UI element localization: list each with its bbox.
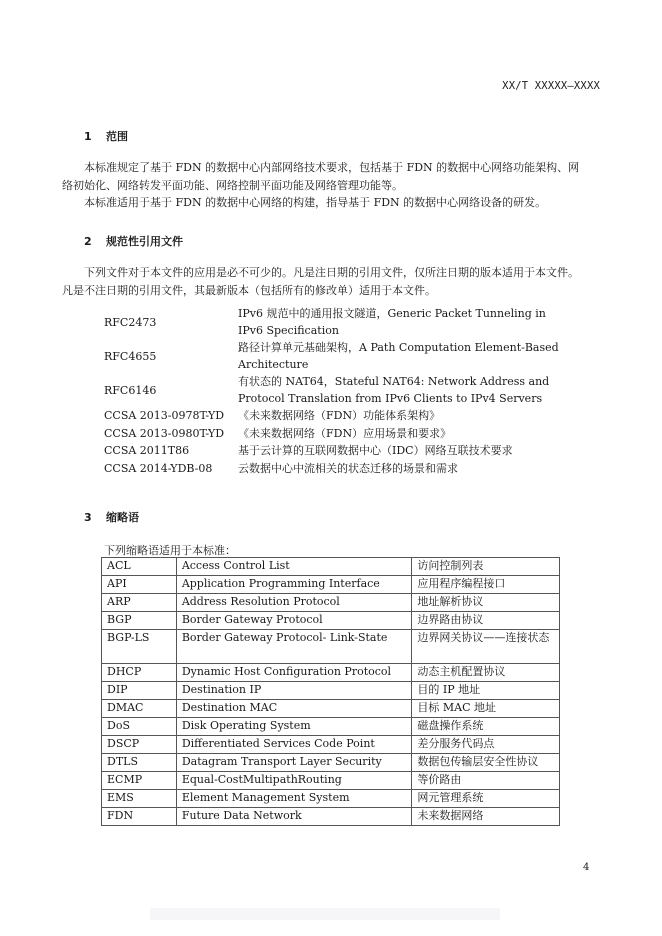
chinese-cell: 磁盘操作系统 xyxy=(412,718,560,736)
abbr-cell: ARP xyxy=(102,594,177,612)
english-cell: Destination MAC xyxy=(176,700,412,718)
table-row xyxy=(102,754,560,772)
chinese-cell: 网元管理系统 xyxy=(412,790,560,808)
section-heading-scope xyxy=(62,128,128,144)
reference-item xyxy=(104,339,604,373)
english-cell: Datagram Transport Layer Security xyxy=(176,754,412,772)
reference-title: 路径计算单元基础架构，A Path Computation Element-Based Architecture xyxy=(238,341,559,371)
chinese-cell: 地址解析协议 xyxy=(412,594,560,612)
reference-item xyxy=(104,425,604,443)
english-cell: Address Resolution Protocol xyxy=(176,594,412,612)
abbr-cell: BGP-LS xyxy=(102,630,177,664)
english-cell: Application Programming Interface xyxy=(176,576,412,594)
abbr-cell: DSCP xyxy=(102,736,177,754)
section-title: 范围 xyxy=(106,130,128,143)
section-title: 规范性引用文件 xyxy=(106,235,183,248)
table-row xyxy=(102,736,560,754)
section-heading-abbreviations xyxy=(62,509,139,525)
reference-item xyxy=(104,442,604,460)
chinese-cell: 边界路由协议 xyxy=(412,612,560,630)
table-row xyxy=(102,594,560,612)
reference-item xyxy=(104,373,604,407)
abbr-cell: FDN xyxy=(102,808,177,826)
reference-list xyxy=(104,305,604,477)
table-row xyxy=(102,772,560,790)
reference-title: 云数据中心中流相关的状态迁移的场景和需求 xyxy=(238,461,458,475)
page-number: 4 xyxy=(583,862,590,873)
english-cell: Equal-CostMultipathRouting xyxy=(176,772,412,790)
table-row xyxy=(102,630,560,664)
section-paragraph: 本标准规定了基于 FDN 的数据中心内部网络技术要求，包括基于 FDN 的数据中心网络功能架构、网络初始化、网络转发平面功能、网络控制平面功能及网络管理功能等。 xyxy=(62,161,580,192)
footer-watermark-band xyxy=(150,908,500,920)
section-number: 2 xyxy=(84,235,92,248)
reference-code: RFC6146 xyxy=(104,383,157,397)
table-row xyxy=(102,612,560,630)
table-row xyxy=(102,664,560,682)
english-cell: Differentiated Services Code Point xyxy=(176,736,412,754)
section-title: 缩略语 xyxy=(106,511,139,524)
abbr-cell: EMS xyxy=(102,790,177,808)
reference-code: CCSA 2013-0978T-YD xyxy=(104,409,225,423)
reference-item xyxy=(104,407,604,425)
chinese-cell: 动态主机配置协议 xyxy=(412,664,560,682)
english-cell: Disk Operating System xyxy=(176,718,412,736)
english-cell: Future Data Network xyxy=(176,808,412,826)
reference-title: 有状态的 NAT64，Stateful NAT64: Network Address and Protocol Translation from IPv6 Clients to IPv4 Servers xyxy=(238,375,550,405)
chinese-cell: 目标 MAC 地址 xyxy=(412,700,560,718)
english-cell: Element Management System xyxy=(176,790,412,808)
abbr-cell: DMAC xyxy=(102,700,177,718)
chinese-cell: 等价路由 xyxy=(412,772,560,790)
table-row xyxy=(102,808,560,826)
reference-code: CCSA 2011T86 xyxy=(104,444,190,458)
abbr-cell: ACL xyxy=(102,558,177,576)
abbr-cell: DTLS xyxy=(102,754,177,772)
english-cell: Access Control List xyxy=(176,558,412,576)
section-paragraph: 本标准适用于基于 FDN 的数据中心网络的构建，指导基于 FDN 的数据中心网络设备的研发。 xyxy=(84,196,547,209)
chinese-cell: 应用程序编程接口 xyxy=(412,576,560,594)
reference-code: CCSA 2013-0980T-YD xyxy=(104,426,225,440)
document-code: XX/T XXXXX—XXXX xyxy=(502,80,600,92)
reference-title: 基于云计算的互联网数据中心（IDC）网络互联技术要求 xyxy=(238,444,513,458)
abbr-cell: DoS xyxy=(102,718,177,736)
table-row xyxy=(102,558,560,576)
abbr-cell: DHCP xyxy=(102,664,177,682)
abbreviation-intro: 下列缩略语适用于本标准： xyxy=(104,544,236,557)
reference-item xyxy=(104,305,604,339)
abbr-cell: ECMP xyxy=(102,772,177,790)
chinese-cell: 边界网关协议——连接状态 xyxy=(412,630,560,664)
english-cell: Border Gateway Protocol- Link-State xyxy=(176,630,412,664)
section-paragraph: 下列文件对于本文件的应用是必不可少的。凡是注日期的引用文件，仅所注日期的版本适用于本文件。凡是不注日期的引用文件，其最新版本（包括所有的修改单）适用于本文件。 xyxy=(62,266,579,297)
reference-title: 《未来数据网络（FDN）应用场景和要求》 xyxy=(238,426,452,440)
reference-title: IPv6 规范中的通用报文隧道，Generic Packet Tunneling in IPv6 Specification xyxy=(238,307,546,337)
reference-code: CCSA 2014-YDB-08 xyxy=(104,461,213,475)
english-cell: Dynamic Host Configuration Protocol xyxy=(176,664,412,682)
section-number: 3 xyxy=(84,511,92,524)
chinese-cell: 目的 IP 地址 xyxy=(412,682,560,700)
section-number: 1 xyxy=(84,130,92,143)
chinese-cell: 访问控制列表 xyxy=(412,558,560,576)
abbr-cell: DIP xyxy=(102,682,177,700)
chinese-cell: 数据包传输层安全性协议 xyxy=(412,754,560,772)
chinese-cell: 未来数据网络 xyxy=(412,808,560,826)
reference-item xyxy=(104,460,604,478)
reference-title: 《未来数据网络（FDN）功能体系架构》 xyxy=(238,409,441,423)
abbr-cell: API xyxy=(102,576,177,594)
reference-code: RFC4655 xyxy=(104,349,157,363)
abbr-cell: BGP xyxy=(102,612,177,630)
reference-code: RFC2473 xyxy=(104,315,157,329)
table-row xyxy=(102,790,560,808)
section-heading-normative-references xyxy=(62,233,183,249)
table-row xyxy=(102,700,560,718)
english-cell: Border Gateway Protocol xyxy=(176,612,412,630)
english-cell: Destination IP xyxy=(176,682,412,700)
chinese-cell: 差分服务代码点 xyxy=(412,736,560,754)
table-row xyxy=(102,576,560,594)
table-row xyxy=(102,682,560,700)
abbreviation-table xyxy=(101,557,560,826)
table-row xyxy=(102,718,560,736)
